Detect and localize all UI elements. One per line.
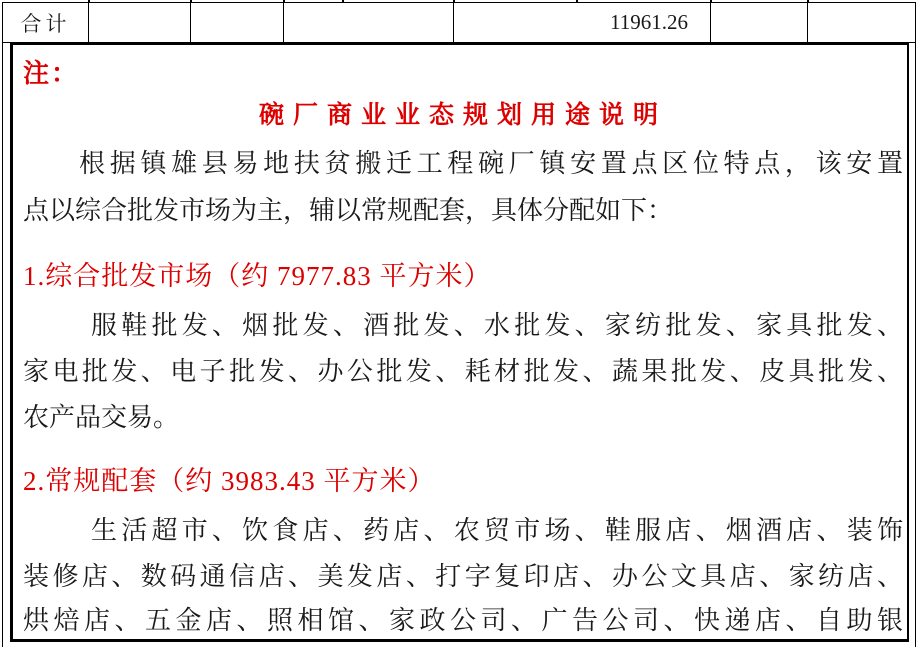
section1-line-3: 农产品交易。: [23, 403, 180, 432]
empty-cell: [711, 3, 808, 42]
section1-heading: 1.综合批发市场（约 7977.83 平方米）: [23, 261, 492, 291]
outer-right-border: [915, 2, 916, 647]
empty-cell: [191, 3, 284, 42]
section2-line-1: 生活超市、饮食店、药店、农贸市场、鞋服店、烟酒店、装饰: [91, 516, 903, 545]
empty-cell: [284, 3, 454, 42]
total-row: [2, 2, 916, 42]
empty-cell: [89, 3, 191, 42]
section1-line-2: 家电批发、电子批发、办公批发、耗材批发、蔬果批发、皮具批发、: [23, 357, 903, 386]
note-label: 注：: [23, 59, 80, 88]
section2-line-2: 装修店、数码通信店、美发店、打字复印店、办公文具店、家纺店、: [23, 562, 903, 591]
empty-cell: [808, 3, 916, 42]
total-label-cell: 合计: [3, 3, 89, 42]
intro-line-2: 点以综合批发市场为主，辅以常规配套，具体分配如下：: [23, 196, 674, 225]
section2-line-3: 烘焙店、五金店、照相馆、家政公司、广告公司、快递店、自助银: [23, 606, 903, 635]
total-value-cell: 11961.26: [454, 3, 711, 42]
notes-box: [10, 42, 909, 642]
section1-line-1: 服鞋批发、烟批发、酒批发、水批发、家纺批发、家具批发、: [91, 311, 903, 340]
outer-left-border: [2, 2, 3, 647]
notes-title: 碗厂商业业态规划用途说明: [258, 102, 667, 129]
section2-heading: 2.常规配套（约 3983.43 平方米）: [23, 466, 436, 496]
intro-line-1: 根据镇雄县易地扶贫搬迁工程碗厂镇安置点区位特点，该安置: [79, 149, 903, 178]
